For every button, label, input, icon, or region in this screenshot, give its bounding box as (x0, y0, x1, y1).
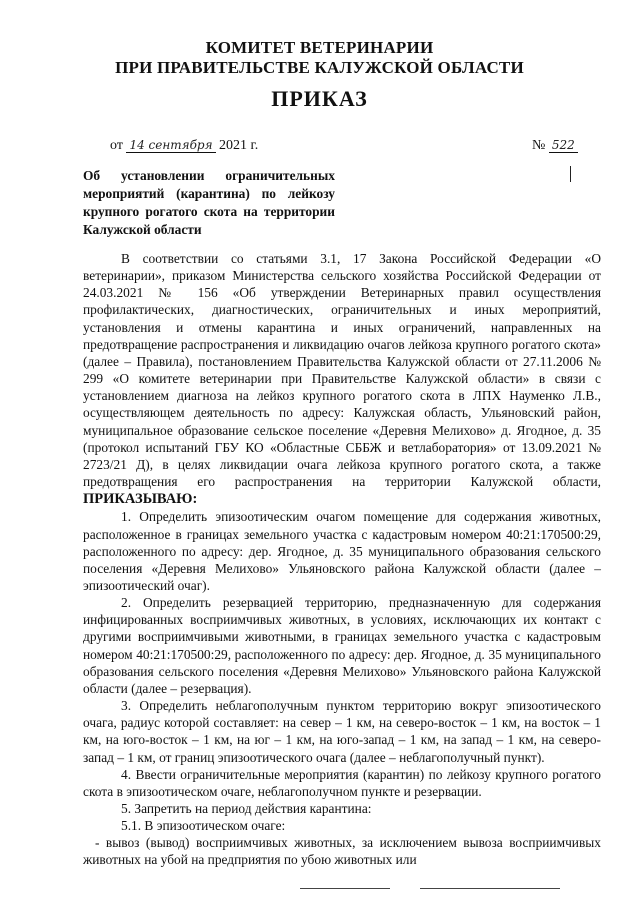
date-prefix: от (110, 138, 123, 153)
org-name-line1: КОМИТЕТ ВЕТЕРИНАРИИ (205, 38, 434, 57)
margin-mark (570, 166, 571, 182)
date-line (110, 138, 258, 154)
order-body (83, 250, 601, 869)
number-line (532, 138, 578, 154)
item-5-1-dash: - вывоз (вывод) восприимчивых животных, за исключением вывоза восприимчивых животных на убой на предприятия по убою животных или (83, 835, 601, 868)
number-prefix: № (532, 138, 546, 153)
handwritten-number: 522 (549, 139, 578, 153)
item-4: 4. Ввести ограничительные мероприятия (карантин) по лейкозу крупного рогатого скота в эпизоотическом очаге, неблагополучном пункте и резервации. (83, 766, 601, 799)
item-1: 1. Определить эпизоотическим очагом помещение для содержания животных, расположенное в границах земельного участка с кадастровым номером 40:21:170500:29, расположенного по адресу: дер. Ягодное, д. 35 муниципального образования сельского поселения «Деревня Мелихово» Ульяновского района Калужской области (далее – эпизоотический очаг). (83, 509, 601, 593)
footer-line-right (420, 888, 560, 889)
order-subject: Об установлении ограничительных мероприятий (карантина) по лейкозу крупного рогатого скота на территории Калужской области (83, 168, 335, 237)
preamble-text: В соответствии со статьями 3.1, 17 Закона Российской Федерации «О ветеринарии», приказом Министерства сельского хозяйства Российской Федерации от 24.03.2021 № 156 «Об утверждении Ветеринарных правил осуществления профилактических, диагностических, ограничительных и иных мероприятий, установления и отмены карантина и иных ограничений, направленных на предотвращение распространения и ликвидацию очагов лейкоза крупного рогатого скота» (далее – Правила), постановлением Правительства Калужской области от 27.11.2006 № 299 «О комитете ветеринарии при Правительстве Калужской области» в связи с установлением диагноза на лейкоз крупного рогатого скота в ЛПХ Науменко Л.В., осуществляющем деятельность по адресу: Калужская область, Ульяновский район, муниципальное образование сельское поселение «Деревня Мелихово» д. Ягодное, д. 35 (протокол испытаний ГБУ КО «Областные СББЖ и ветлаборатория» от 13.09.2021 № 2723/21 Д), в целях ликвидации очага лейкоза крупного рогатого скота, а также предотвращения его распространения на территории Калужской области, (83, 251, 601, 490)
preamble-paragraph (83, 250, 601, 508)
item-3: 3. Определить неблагополучным пунктом территорию вокруг эпизоотического очага, радиус которой составляет: на север – 1 км, на северо-восток – 1 км, на восток – 1 км, на юго-восток – 1 км, на юг – 1 км, на юго-запад – 1 км, на запад – 1 км, на северо-запад – 1 км, от границ эпизоотического очага (далее – неблагополучный пункт). (83, 698, 601, 765)
org-name-line2: ПРИ ПРАВИТЕЛЬСТВЕ КАЛУЖСКОЙ ОБЛАСТИ (115, 58, 524, 77)
doc-type-title: ПРИКАЗ (271, 86, 368, 111)
date-year: 2021 г. (219, 138, 259, 153)
item-5: 5. Запретить на период действия карантина: (121, 801, 372, 816)
order-word: ПРИКАЗЫВАЮ: (83, 491, 198, 508)
item-5-1: 5.1. В эпизоотическом очаге: (121, 818, 286, 834)
item-2: 2. Определить резервацией территорию, предназначенную для содержания инфицированных восприимчивых животных, в условиях, исключающих их контакт с другими восприимчивыми животными, в границах земельного участка с кадастровым номером 40:21:170500:29, расположенного по адресу: дер. Ягодное, д. 35 муниципального образования сельского поселения «Деревня Мелихово» Ульяновского района Калужской области (далее – резервация). (83, 595, 601, 696)
handwritten-date: 14 сентября (126, 139, 215, 153)
footer-line-left (300, 888, 390, 889)
